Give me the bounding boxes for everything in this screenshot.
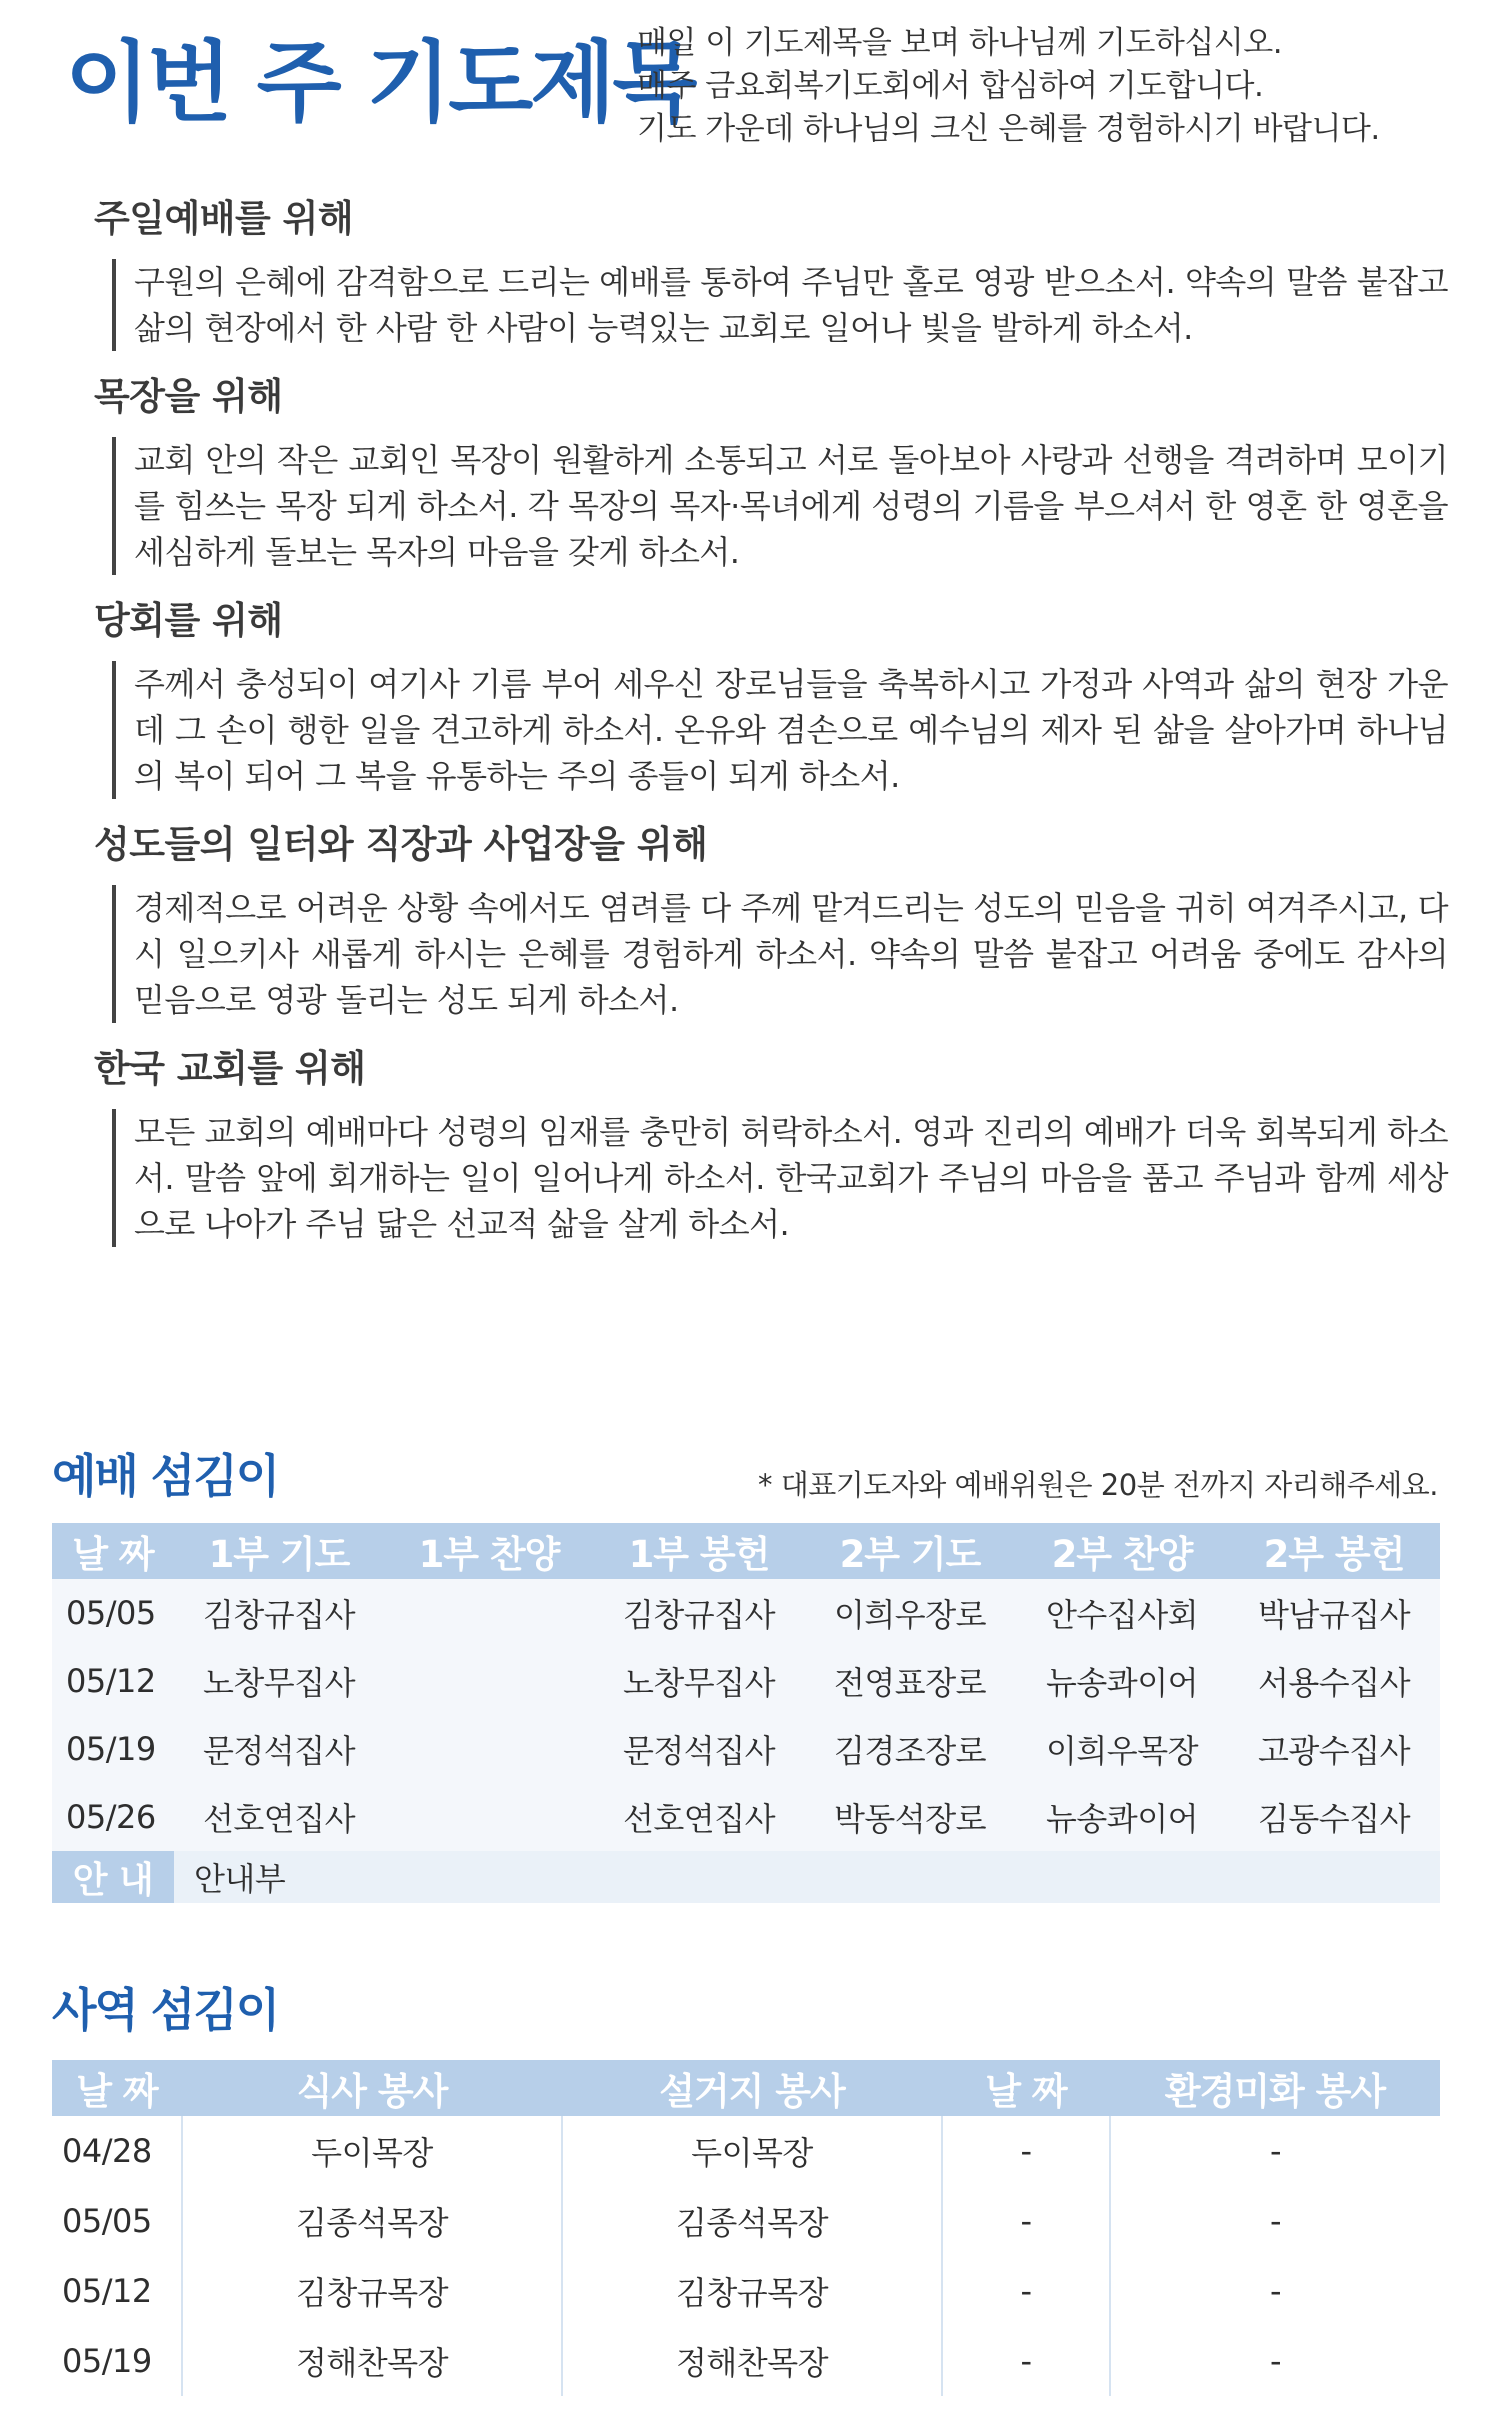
prayer-list <box>88 195 1448 1269</box>
guide-value: 안내부 <box>174 1851 1440 1903</box>
table-cell: - <box>1269 2272 1282 2310</box>
guide-label: 안 내 <box>52 1851 174 1903</box>
prayer-body: 주께서 충성되이 여기사 기름 부어 세우신 장로님들을 축복하시고 가정과 사역과 삶의 현장 가운데 그 손이 행한 일을 견고하게 하소서. 온유와 겸손으로 예수님의 제자 된 삶을 살아가며 하나님의 복이 되어 그 복을 유통하는 주의 종들이 되게 하소서. <box>112 661 1448 799</box>
table-cell: 05/26 <box>52 1783 174 1851</box>
table-row <box>52 2256 1440 2326</box>
table-cell: - <box>942 2326 1110 2396</box>
intro-line: 매주 금요회복기도회에서 합심하여 기도합니다. <box>637 68 1264 104</box>
table-cell: 05/12 <box>52 1647 174 1715</box>
table-cell: 박남규집사 <box>1228 1579 1440 1647</box>
worship-table <box>52 1523 1440 1903</box>
table-cell: 이희우장로 <box>804 1579 1016 1647</box>
table-cell: 뉴송콰이어 <box>1016 1647 1228 1715</box>
table-cell: 김경조장로 <box>804 1715 1016 1783</box>
intro-text <box>637 22 1500 151</box>
table-row <box>52 1579 1440 1647</box>
table-cell: 박동석장로 <box>804 1783 1016 1851</box>
prayer-item <box>88 1045 1448 1247</box>
prayer-title: 목장을 위해 <box>94 375 283 418</box>
table-row <box>52 2116 1440 2186</box>
table-cell: 이희우목장 <box>1016 1715 1228 1783</box>
table-cell: - <box>1269 2202 1282 2240</box>
prayer-title: 성도들의 일터와 직장과 사업장을 위해 <box>94 823 708 866</box>
column-header: 2부 기도 <box>804 1523 1016 1579</box>
column-header: 1부 봉헌 <box>594 1523 804 1579</box>
prayer-item <box>88 195 1448 351</box>
table-cell: 김동수집사 <box>1228 1783 1440 1851</box>
table-cell: - <box>942 2186 1110 2256</box>
worship-section-title: 예배 섬김이 <box>52 1449 279 1503</box>
prayer-body: 구원의 은혜에 감격함으로 드리는 예배를 통하여 주님만 홀로 영광 받으소서. 약속의 말씀 붙잡고 삶의 현장에서 한 사람 한 사람이 능력있는 교회로 일어나 빛을 발하게 하소서. <box>112 259 1448 351</box>
intro-line: 매일 이 기도제목을 보며 하나님께 기도하십시오. <box>637 25 1283 61</box>
table-cell: 노창무집사 <box>594 1647 804 1715</box>
column-header: 1부 찬양 <box>384 1523 594 1579</box>
table-cell: 뉴송콰이어 <box>1016 1783 1228 1851</box>
table-cell: 김종석목장 <box>182 2186 562 2256</box>
table-cell: 고광수집사 <box>1228 1715 1440 1783</box>
table-cell: - <box>1269 2132 1282 2170</box>
prayer-title: 한국 교회를 위해 <box>94 1047 366 1090</box>
table-cell: 서용수집사 <box>1228 1647 1440 1715</box>
column-header: 2부 찬양 <box>1016 1523 1228 1579</box>
table-cell: 김종석목장 <box>562 2186 942 2256</box>
prayer-title: 당회를 위해 <box>94 599 283 642</box>
table-header-row <box>52 1523 1440 1579</box>
table-cell: 김창규목장 <box>182 2256 562 2326</box>
table-cell: 노창무집사 <box>174 1647 384 1715</box>
table-cell: 05/19 <box>52 2326 182 2396</box>
table-row <box>52 1715 1440 1783</box>
intro-line: 기도 가운데 하나님의 크신 은혜를 경험하시기 바랍니다. <box>637 111 1380 147</box>
column-header: 환경미화 봉사 <box>1110 2060 1440 2116</box>
table-cell <box>384 1647 594 1715</box>
ministry-section-title: 사역 섬김이 <box>52 1983 279 2037</box>
prayer-item <box>88 597 1448 799</box>
table-cell: 05/19 <box>52 1715 174 1783</box>
table-cell: - <box>1269 2342 1282 2380</box>
table-row <box>52 2326 1440 2396</box>
table-cell: - <box>942 2116 1110 2186</box>
table-cell: 05/05 <box>52 1579 174 1647</box>
table-cell: 정해찬목장 <box>562 2326 942 2396</box>
table-header-row <box>52 2060 1440 2116</box>
table-cell: - <box>942 2256 1110 2326</box>
table-cell: 05/05 <box>52 2186 182 2256</box>
column-header: 1부 기도 <box>174 1523 384 1579</box>
table-cell: 문정석집사 <box>174 1715 384 1783</box>
page-header <box>65 22 1455 152</box>
worship-note: * 대표기도자와 예배위원은 20분 전까지 자리해주세요. <box>757 1468 1438 1502</box>
table-row <box>52 1783 1440 1851</box>
column-header: 날 짜 <box>942 2060 1110 2116</box>
table-cell: 선호연집사 <box>174 1783 384 1851</box>
table-cell: 05/12 <box>52 2256 182 2326</box>
table-cell <box>384 1715 594 1783</box>
column-header: 날 짜 <box>52 2060 182 2116</box>
prayer-body: 경제적으로 어려운 상황 속에서도 염려를 다 주께 맡겨드리는 성도의 믿음을 귀히 여겨주시고, 다시 일으키사 새롭게 하시는 은혜를 경험하게 하소서. 약속의 말씀 붙잡고 어려움 중에도 감사의 믿음으로 영광 돌리는 성도 되게 하소서. <box>112 885 1448 1023</box>
column-header: 날 짜 <box>52 1523 174 1579</box>
table-cell: 정해찬목장 <box>182 2326 562 2396</box>
table-cell: 선호연집사 <box>594 1783 804 1851</box>
prayer-title: 주일예배를 위해 <box>94 197 354 240</box>
table-cell: 04/28 <box>52 2116 182 2186</box>
prayer-body: 교회 안의 작은 교회인 목장이 원활하게 소통되고 서로 돌아보아 사랑과 선행을 격려하며 모이기를 힘쓰는 목장 되게 하소서. 각 목장의 목자·목녀에게 성령의 기름을 부으셔서 한 영혼 한 영혼을 세심하게 돌보는 목자의 마음을 갖게 하소서. <box>112 437 1448 575</box>
table-cell: 안수집사회 <box>1016 1579 1228 1647</box>
table-cell: 전영표장로 <box>804 1647 1016 1715</box>
table-cell: 두이목장 <box>562 2116 942 2186</box>
table-row <box>52 2186 1440 2256</box>
ministry-table <box>52 2060 1440 2396</box>
page-title: 이번 주 기도제목 <box>65 31 695 134</box>
table-cell <box>384 1579 594 1647</box>
table-cell: 김창규집사 <box>594 1579 804 1647</box>
table-cell: 문정석집사 <box>594 1715 804 1783</box>
table-cell <box>384 1783 594 1851</box>
column-header: 설거지 봉사 <box>562 2060 942 2116</box>
prayer-body: 모든 교회의 예배마다 성령의 임재를 충만히 허락하소서. 영과 진리의 예배가 더욱 회복되게 하소서. 말씀 앞에 회개하는 일이 일어나게 하소서. 한국교회가 주님의 마음을 품고 주님과 함께 세상으로 나아가 주님 닮은 선교적 삶을 살게 하소서. <box>112 1109 1448 1247</box>
table-cell: 김창규집사 <box>174 1579 384 1647</box>
table-cell: 두이목장 <box>182 2116 562 2186</box>
prayer-item <box>88 821 1448 1023</box>
column-header: 2부 봉헌 <box>1228 1523 1440 1579</box>
table-row <box>52 1647 1440 1715</box>
table-cell: 김창규목장 <box>562 2256 942 2326</box>
column-header: 식사 봉사 <box>182 2060 562 2116</box>
prayer-item <box>88 373 1448 575</box>
guide-row <box>52 1851 1440 1903</box>
